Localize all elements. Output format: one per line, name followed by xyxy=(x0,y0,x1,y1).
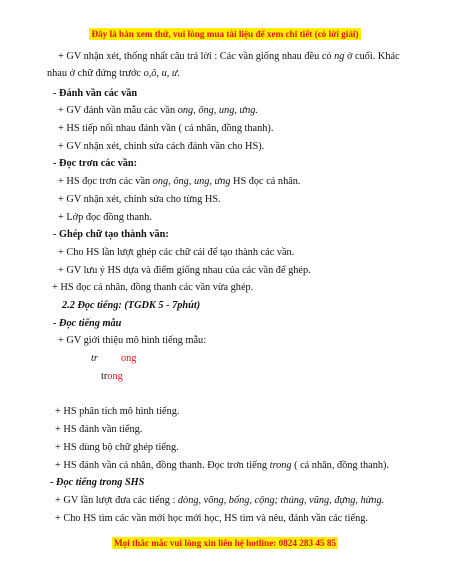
text-line: + HS đọc cá nhân, đồng thanh các vần vừa ghép. xyxy=(52,282,254,293)
section-heading-danh-van: - Đánh vần các vần xyxy=(53,88,138,99)
text-line: + Lớp đọc đồng thanh. xyxy=(58,212,152,223)
section-heading-ghep: - Ghép chữ tạo thành vần: xyxy=(53,229,169,240)
section-heading-doc-tron: - Đọc trơn các vần: xyxy=(53,158,138,169)
text-line: + GV lưu ý HS dựa và điểm giống nhau của các vần để ghép. xyxy=(58,265,311,276)
text-line: + GV giới thiệu mô hình tiếng mẫu: xyxy=(58,335,207,346)
model-rhyme: ong xyxy=(121,353,137,364)
model-word: trong xyxy=(101,371,123,382)
text-line: + HS dùng bộ chữ ghép tiếng. xyxy=(55,442,179,453)
section-heading-doc-tieng-mau: - Đọc tiếng mẫu xyxy=(53,318,122,329)
text-line: nhau ở chữ đứng trước o,ô, u, ư. xyxy=(47,68,181,79)
footer-notice: Mọi thắc mắc vui lòng xin liên hệ hotline: 0824 283 45 85 xyxy=(113,538,337,548)
text-line: + GV nhận xét, chỉnh sửa cách đánh vần cho HS). xyxy=(58,141,265,152)
header-notice: Đây là bản xem thử, vui lòng mua tài liệu để xem chi tiết (có lời giải) xyxy=(91,29,359,39)
text-line: + HS tiếp nối nhau đánh vần ( cá nhân, đồng thanh). xyxy=(58,123,274,134)
section-heading-doc-tieng: 2.2 Đọc tiếng: (TGDK 5 - 7phút) xyxy=(62,300,201,311)
text-line: + HS phân tích mô hình tiếng. xyxy=(55,406,180,417)
text-line: + Cho HS tìm các vần mới học mới học, HS tìm và nêu, đánh vần các tiếng. xyxy=(55,513,368,524)
text-line: + GV lần lượt đưa các tiếng : dòng, võng, bống, cộng; thúng, vũng, đựng, hừng. xyxy=(55,495,385,506)
text-line: + GV nhận xét, chỉnh sửa cho từng HS. xyxy=(58,194,221,205)
section-heading-doc-tieng-shs: - Đọc tiếng trong SHS xyxy=(50,477,145,488)
text-line: + HS đọc trơn các vần ong, ông, ung, ưng HS đọc cá nhân. xyxy=(58,176,301,187)
text-line: + HS đánh vần tiếng. xyxy=(55,424,143,435)
text-line: + Cho HS lần lượt ghép các chữ cái để tạo thành các vần. xyxy=(58,247,295,258)
text-line: + GV nhận xét, thống nhất câu trả lời : Các vần giống nhau đều có ng ở cuối. Khác xyxy=(58,51,400,62)
text-line: + HS đánh vần cá nhân, đồng thanh. Đọc trơn tiếng trong ( cá nhân, đồng thanh). xyxy=(55,460,390,471)
model-onset: tr xyxy=(91,353,98,364)
text-line: + GV đánh vần mẫu các vần ong, ông, ung, ưng. xyxy=(58,105,258,116)
